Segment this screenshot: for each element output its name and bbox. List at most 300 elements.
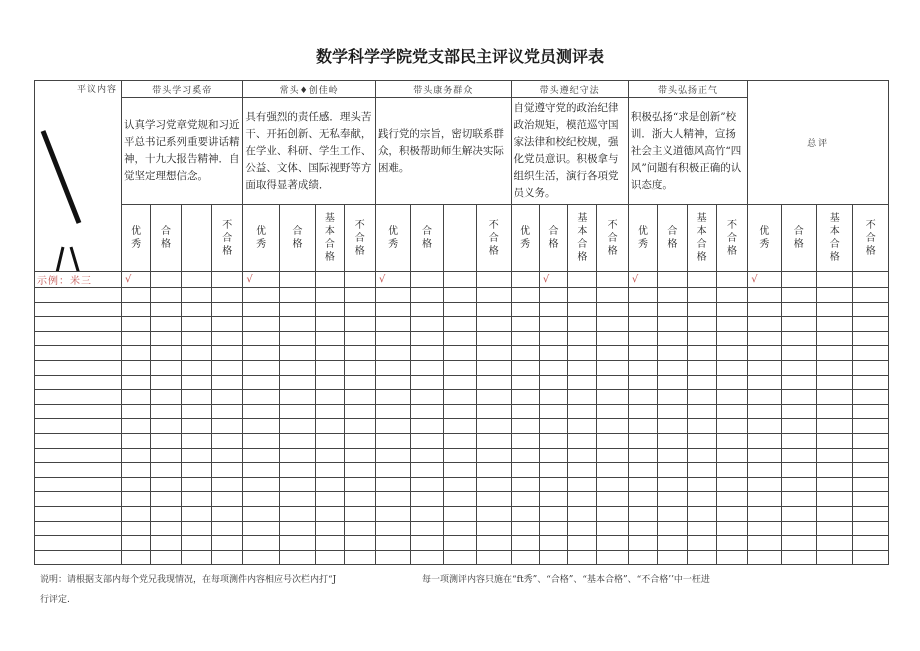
- rating-cell[interactable]: [628, 433, 657, 448]
- rating-cell[interactable]: [511, 433, 539, 448]
- rating-cell[interactable]: [658, 331, 687, 346]
- rating-cell[interactable]: [511, 288, 539, 303]
- rating-cell[interactable]: [658, 302, 687, 317]
- rating-cell[interactable]: [477, 419, 511, 434]
- rating-cell[interactable]: [658, 521, 687, 536]
- rating-cell[interactable]: [687, 433, 716, 448]
- rating-cell[interactable]: [375, 390, 410, 405]
- rating-cell[interactable]: [539, 492, 567, 507]
- rating-cell[interactable]: [716, 419, 747, 434]
- rating-cell[interactable]: [539, 331, 567, 346]
- rating-cell[interactable]: [411, 317, 443, 332]
- rating-cell[interactable]: [151, 506, 181, 521]
- rating-cell[interactable]: [628, 506, 657, 521]
- rating-cell[interactable]: [568, 360, 597, 375]
- rating-cell[interactable]: [687, 390, 716, 405]
- rating-cell[interactable]: [243, 404, 279, 419]
- rating-cell[interactable]: [477, 550, 511, 565]
- rating-cell[interactable]: [568, 317, 597, 332]
- rating-cell[interactable]: [748, 550, 781, 565]
- rating-cell[interactable]: [316, 477, 344, 492]
- rating-cell[interactable]: [687, 506, 716, 521]
- rating-cell[interactable]: [443, 492, 476, 507]
- rating-cell[interactable]: [122, 346, 151, 361]
- rating-cell[interactable]: [279, 419, 315, 434]
- rating-cell[interactable]: [628, 302, 657, 317]
- rating-cell[interactable]: [316, 346, 344, 361]
- rating-cell[interactable]: [658, 536, 687, 551]
- rating-cell[interactable]: [687, 550, 716, 565]
- rating-cell[interactable]: [511, 302, 539, 317]
- rating-cell[interactable]: [411, 331, 443, 346]
- rating-cell[interactable]: [781, 288, 816, 303]
- rating-cell[interactable]: [279, 463, 315, 478]
- rating-cell[interactable]: [539, 288, 567, 303]
- rating-cell[interactable]: [748, 404, 781, 419]
- rating-cell[interactable]: [375, 521, 410, 536]
- rating-cell[interactable]: [279, 331, 315, 346]
- rating-cell[interactable]: [316, 550, 344, 565]
- rating-cell[interactable]: [853, 346, 889, 361]
- rating-cell[interactable]: [316, 317, 344, 332]
- member-name-cell[interactable]: [35, 492, 122, 507]
- rating-cell[interactable]: [243, 390, 279, 405]
- rating-cell[interactable]: [181, 346, 211, 361]
- rating-cell[interactable]: [443, 288, 476, 303]
- rating-cell[interactable]: [151, 390, 181, 405]
- rating-cell[interactable]: [443, 404, 476, 419]
- rating-cell[interactable]: [477, 288, 511, 303]
- rating-cell[interactable]: [344, 360, 375, 375]
- rating-cell[interactable]: [748, 331, 781, 346]
- rating-cell[interactable]: [151, 360, 181, 375]
- rating-cell[interactable]: [568, 492, 597, 507]
- rating-cell[interactable]: [181, 433, 211, 448]
- rating-cell[interactable]: [781, 448, 816, 463]
- rating-cell[interactable]: [344, 536, 375, 551]
- rating-cell[interactable]: [212, 360, 243, 375]
- rating-cell[interactable]: [781, 360, 816, 375]
- rating-cell[interactable]: [375, 433, 410, 448]
- rating-cell[interactable]: [511, 448, 539, 463]
- rating-cell[interactable]: [628, 550, 657, 565]
- rating-cell[interactable]: [243, 288, 279, 303]
- rating-cell[interactable]: [151, 404, 181, 419]
- rating-cell[interactable]: [853, 433, 889, 448]
- rating-cell[interactable]: [539, 521, 567, 536]
- rating-cell[interactable]: [853, 506, 889, 521]
- rating-cell[interactable]: [443, 302, 476, 317]
- rating-cell[interactable]: [781, 492, 816, 507]
- rating-cell[interactable]: [344, 288, 375, 303]
- rating-cell[interactable]: [344, 419, 375, 434]
- rating-cell[interactable]: [279, 492, 315, 507]
- rating-cell[interactable]: [181, 404, 211, 419]
- rating-cell[interactable]: [411, 375, 443, 390]
- rating-cell[interactable]: [151, 550, 181, 565]
- rating-cell[interactable]: [853, 419, 889, 434]
- rating-cell[interactable]: [628, 404, 657, 419]
- rating-cell[interactable]: [181, 288, 211, 303]
- rating-cell[interactable]: [853, 448, 889, 463]
- rating-cell[interactable]: [748, 506, 781, 521]
- rating-cell[interactable]: [716, 375, 747, 390]
- rating-cell[interactable]: [687, 288, 716, 303]
- rating-cell[interactable]: [316, 375, 344, 390]
- rating-cell[interactable]: [781, 536, 816, 551]
- rating-cell[interactable]: [243, 536, 279, 551]
- rating-cell[interactable]: [411, 550, 443, 565]
- rating-cell[interactable]: [781, 550, 816, 565]
- rating-cell[interactable]: [539, 419, 567, 434]
- rating-cell[interactable]: [853, 390, 889, 405]
- rating-cell[interactable]: [781, 506, 816, 521]
- rating-cell[interactable]: [817, 536, 853, 551]
- rating-cell[interactable]: [511, 521, 539, 536]
- rating-cell[interactable]: [687, 448, 716, 463]
- rating-cell[interactable]: [853, 360, 889, 375]
- rating-cell[interactable]: [279, 433, 315, 448]
- rating-cell[interactable]: [817, 477, 853, 492]
- rating-cell[interactable]: [344, 448, 375, 463]
- rating-cell[interactable]: [411, 360, 443, 375]
- rating-cell[interactable]: [375, 317, 410, 332]
- rating-cell[interactable]: [817, 419, 853, 434]
- rating-cell[interactable]: [122, 404, 151, 419]
- rating-cell[interactable]: [511, 375, 539, 390]
- rating-cell[interactable]: [781, 331, 816, 346]
- check-mark[interactable]: √: [539, 272, 567, 288]
- rating-cell[interactable]: [243, 506, 279, 521]
- rating-cell[interactable]: [122, 360, 151, 375]
- member-name-cell[interactable]: [35, 448, 122, 463]
- rating-cell[interactable]: [443, 433, 476, 448]
- rating-cell[interactable]: [568, 346, 597, 361]
- rating-cell[interactable]: [344, 463, 375, 478]
- rating-cell[interactable]: [151, 317, 181, 332]
- rating-cell[interactable]: [748, 317, 781, 332]
- rating-cell[interactable]: [748, 375, 781, 390]
- rating-cell[interactable]: [568, 302, 597, 317]
- rating-cell[interactable]: [568, 506, 597, 521]
- rating-cell[interactable]: [817, 346, 853, 361]
- rating-cell[interactable]: [181, 331, 211, 346]
- rating-cell[interactable]: [344, 390, 375, 405]
- rating-cell[interactable]: [511, 536, 539, 551]
- rating-cell[interactable]: [122, 448, 151, 463]
- rating-cell[interactable]: [568, 375, 597, 390]
- rating-cell[interactable]: [344, 346, 375, 361]
- rating-cell[interactable]: [279, 288, 315, 303]
- rating-cell[interactable]: [568, 550, 597, 565]
- check-mark[interactable]: √: [243, 272, 279, 288]
- rating-cell[interactable]: [411, 346, 443, 361]
- rating-cell[interactable]: [344, 302, 375, 317]
- rating-cell[interactable]: [658, 463, 687, 478]
- rating-cell[interactable]: [344, 477, 375, 492]
- rating-cell[interactable]: [817, 390, 853, 405]
- rating-cell[interactable]: [597, 448, 628, 463]
- rating-cell[interactable]: [597, 404, 628, 419]
- rating-cell[interactable]: [597, 288, 628, 303]
- rating-cell[interactable]: [443, 419, 476, 434]
- rating-cell[interactable]: [279, 404, 315, 419]
- rating-cell[interactable]: [151, 302, 181, 317]
- rating-cell[interactable]: [477, 463, 511, 478]
- rating-cell[interactable]: [243, 331, 279, 346]
- rating-cell[interactable]: [511, 419, 539, 434]
- rating-cell[interactable]: [181, 463, 211, 478]
- rating-cell[interactable]: [411, 448, 443, 463]
- rating-cell[interactable]: [597, 331, 628, 346]
- rating-cell[interactable]: [597, 463, 628, 478]
- rating-cell[interactable]: [477, 492, 511, 507]
- rating-cell[interactable]: [781, 477, 816, 492]
- rating-cell[interactable]: [539, 477, 567, 492]
- check-mark[interactable]: √: [122, 272, 151, 288]
- rating-cell[interactable]: [511, 331, 539, 346]
- rating-cell[interactable]: [181, 448, 211, 463]
- member-name-cell[interactable]: [35, 550, 122, 565]
- rating-cell[interactable]: [279, 448, 315, 463]
- rating-cell[interactable]: [687, 360, 716, 375]
- rating-cell[interactable]: [628, 477, 657, 492]
- rating-cell[interactable]: [279, 521, 315, 536]
- rating-cell[interactable]: [212, 390, 243, 405]
- rating-cell[interactable]: [568, 419, 597, 434]
- rating-cell[interactable]: [511, 550, 539, 565]
- rating-cell[interactable]: [597, 346, 628, 361]
- rating-cell[interactable]: [716, 302, 747, 317]
- rating-cell[interactable]: [375, 331, 410, 346]
- rating-cell[interactable]: [658, 404, 687, 419]
- rating-cell[interactable]: [748, 433, 781, 448]
- rating-cell[interactable]: [716, 288, 747, 303]
- rating-cell[interactable]: [411, 404, 443, 419]
- rating-cell[interactable]: [443, 346, 476, 361]
- rating-cell[interactable]: [568, 404, 597, 419]
- rating-cell[interactable]: [212, 404, 243, 419]
- rating-cell[interactable]: [411, 492, 443, 507]
- rating-cell[interactable]: [628, 375, 657, 390]
- rating-cell[interactable]: [716, 521, 747, 536]
- rating-cell[interactable]: [151, 477, 181, 492]
- rating-cell[interactable]: [477, 346, 511, 361]
- rating-cell[interactable]: [243, 433, 279, 448]
- rating-cell[interactable]: [122, 521, 151, 536]
- rating-cell[interactable]: [181, 317, 211, 332]
- rating-cell[interactable]: [597, 521, 628, 536]
- rating-cell[interactable]: [212, 302, 243, 317]
- rating-cell[interactable]: [316, 506, 344, 521]
- rating-cell[interactable]: [628, 360, 657, 375]
- rating-cell[interactable]: [243, 463, 279, 478]
- rating-cell[interactable]: [748, 448, 781, 463]
- rating-cell[interactable]: [628, 492, 657, 507]
- rating-cell[interactable]: [817, 550, 853, 565]
- rating-cell[interactable]: [122, 536, 151, 551]
- rating-cell[interactable]: [344, 331, 375, 346]
- rating-cell[interactable]: [817, 360, 853, 375]
- rating-cell[interactable]: [122, 463, 151, 478]
- rating-cell[interactable]: [568, 331, 597, 346]
- rating-cell[interactable]: [748, 536, 781, 551]
- rating-cell[interactable]: [658, 448, 687, 463]
- rating-cell[interactable]: [687, 331, 716, 346]
- rating-cell[interactable]: [316, 433, 344, 448]
- rating-cell[interactable]: [628, 536, 657, 551]
- rating-cell[interactable]: [511, 390, 539, 405]
- rating-cell[interactable]: [477, 404, 511, 419]
- rating-cell[interactable]: [375, 375, 410, 390]
- rating-cell[interactable]: [243, 550, 279, 565]
- rating-cell[interactable]: [568, 463, 597, 478]
- rating-cell[interactable]: [658, 492, 687, 507]
- check-mark[interactable]: √: [628, 272, 657, 288]
- rating-cell[interactable]: [511, 506, 539, 521]
- rating-cell[interactable]: [316, 288, 344, 303]
- rating-cell[interactable]: [781, 375, 816, 390]
- rating-cell[interactable]: [817, 448, 853, 463]
- rating-cell[interactable]: [181, 521, 211, 536]
- rating-cell[interactable]: [151, 463, 181, 478]
- rating-cell[interactable]: [716, 536, 747, 551]
- rating-cell[interactable]: [716, 360, 747, 375]
- rating-cell[interactable]: [781, 463, 816, 478]
- rating-cell[interactable]: [716, 463, 747, 478]
- rating-cell[interactable]: [597, 302, 628, 317]
- check-mark[interactable]: √: [375, 272, 410, 288]
- rating-cell[interactable]: [151, 419, 181, 434]
- rating-cell[interactable]: [411, 463, 443, 478]
- rating-cell[interactable]: [853, 463, 889, 478]
- rating-cell[interactable]: [539, 317, 567, 332]
- rating-cell[interactable]: [411, 419, 443, 434]
- rating-cell[interactable]: [817, 506, 853, 521]
- check-mark[interactable]: √: [748, 272, 781, 288]
- rating-cell[interactable]: [151, 346, 181, 361]
- rating-cell[interactable]: [539, 448, 567, 463]
- rating-cell[interactable]: [748, 419, 781, 434]
- rating-cell[interactable]: [375, 550, 410, 565]
- rating-cell[interactable]: [716, 317, 747, 332]
- rating-cell[interactable]: [181, 375, 211, 390]
- rating-cell[interactable]: [628, 448, 657, 463]
- rating-cell[interactable]: [781, 433, 816, 448]
- rating-cell[interactable]: [853, 317, 889, 332]
- rating-cell[interactable]: [243, 346, 279, 361]
- rating-cell[interactable]: [212, 331, 243, 346]
- member-name-cell[interactable]: [35, 404, 122, 419]
- rating-cell[interactable]: [628, 346, 657, 361]
- rating-cell[interactable]: [316, 492, 344, 507]
- rating-cell[interactable]: [316, 331, 344, 346]
- rating-cell[interactable]: [817, 317, 853, 332]
- rating-cell[interactable]: [817, 492, 853, 507]
- rating-cell[interactable]: [817, 302, 853, 317]
- rating-cell[interactable]: [477, 317, 511, 332]
- rating-cell[interactable]: [628, 390, 657, 405]
- rating-cell[interactable]: [181, 477, 211, 492]
- rating-cell[interactable]: [817, 331, 853, 346]
- rating-cell[interactable]: [817, 463, 853, 478]
- rating-cell[interactable]: [687, 375, 716, 390]
- rating-cell[interactable]: [122, 506, 151, 521]
- rating-cell[interactable]: [344, 550, 375, 565]
- rating-cell[interactable]: [151, 375, 181, 390]
- rating-cell[interactable]: [122, 331, 151, 346]
- rating-cell[interactable]: [687, 477, 716, 492]
- rating-cell[interactable]: [748, 346, 781, 361]
- rating-cell[interactable]: [375, 448, 410, 463]
- rating-cell[interactable]: [716, 448, 747, 463]
- rating-cell[interactable]: [443, 550, 476, 565]
- rating-cell[interactable]: [597, 492, 628, 507]
- rating-cell[interactable]: [748, 463, 781, 478]
- rating-cell[interactable]: [344, 317, 375, 332]
- rating-cell[interactable]: [344, 404, 375, 419]
- rating-cell[interactable]: [443, 317, 476, 332]
- member-name-cell[interactable]: [35, 419, 122, 434]
- rating-cell[interactable]: [817, 375, 853, 390]
- rating-cell[interactable]: [748, 302, 781, 317]
- rating-cell[interactable]: [817, 404, 853, 419]
- rating-cell[interactable]: [748, 390, 781, 405]
- rating-cell[interactable]: [597, 360, 628, 375]
- rating-cell[interactable]: [597, 477, 628, 492]
- rating-cell[interactable]: [411, 477, 443, 492]
- rating-cell[interactable]: [687, 463, 716, 478]
- rating-cell[interactable]: [568, 433, 597, 448]
- rating-cell[interactable]: [316, 302, 344, 317]
- member-name-cell[interactable]: [35, 433, 122, 448]
- rating-cell[interactable]: [687, 492, 716, 507]
- member-name-cell[interactable]: [35, 375, 122, 390]
- rating-cell[interactable]: [817, 433, 853, 448]
- rating-cell[interactable]: [716, 492, 747, 507]
- rating-cell[interactable]: [628, 419, 657, 434]
- rating-cell[interactable]: [243, 521, 279, 536]
- member-name-cell[interactable]: [35, 302, 122, 317]
- rating-cell[interactable]: [279, 302, 315, 317]
- member-name-cell[interactable]: [35, 390, 122, 405]
- rating-cell[interactable]: [411, 302, 443, 317]
- rating-cell[interactable]: [658, 433, 687, 448]
- rating-cell[interactable]: [181, 492, 211, 507]
- rating-cell[interactable]: [212, 492, 243, 507]
- rating-cell[interactable]: [539, 550, 567, 565]
- rating-cell[interactable]: [539, 433, 567, 448]
- rating-cell[interactable]: [628, 521, 657, 536]
- rating-cell[interactable]: [443, 521, 476, 536]
- rating-cell[interactable]: [658, 317, 687, 332]
- rating-cell[interactable]: [748, 477, 781, 492]
- rating-cell[interactable]: [511, 317, 539, 332]
- rating-cell[interactable]: [443, 448, 476, 463]
- rating-cell[interactable]: [511, 346, 539, 361]
- rating-cell[interactable]: [212, 346, 243, 361]
- rating-cell[interactable]: [781, 317, 816, 332]
- rating-cell[interactable]: [853, 521, 889, 536]
- rating-cell[interactable]: [658, 550, 687, 565]
- rating-cell[interactable]: [375, 419, 410, 434]
- rating-cell[interactable]: [279, 477, 315, 492]
- rating-cell[interactable]: [853, 550, 889, 565]
- rating-cell[interactable]: [122, 317, 151, 332]
- rating-cell[interactable]: [122, 477, 151, 492]
- rating-cell[interactable]: [212, 521, 243, 536]
- rating-cell[interactable]: [243, 375, 279, 390]
